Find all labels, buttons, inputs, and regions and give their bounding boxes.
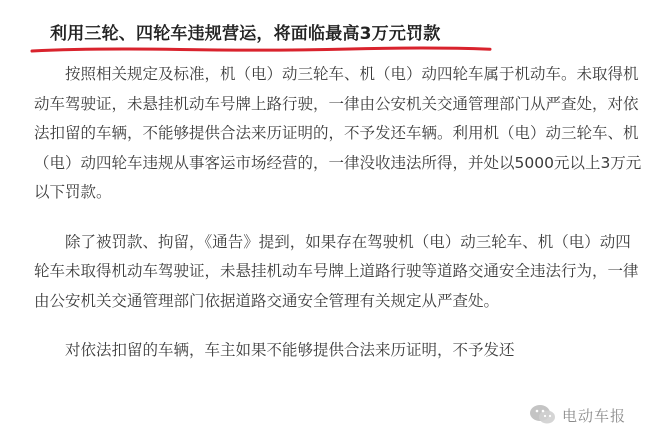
- source-watermark: [528, 396, 648, 434]
- paragraph-1: 按照相关规定及标准，机（电）动三轮车、机（电）动四轮车属于机动车。未取得机动车驾驶证，未悬挂机动车号牌上路行驶，一律由公安机关交通管理部门从严查处，对依法扣留的车辆，不能够提供合法来历证明的，不予发还车辆。利用机（电）动三轮车、机（电）动四轮车违规从事客运市场经营的，一律没收违法所得，并处以5000元以上3万元以下罚款。: [34, 65, 642, 201]
- article-body: [34, 60, 646, 386]
- heading-red-underline: [30, 46, 492, 54]
- article-heading: [30, 10, 492, 56]
- wechat-icon: [528, 400, 558, 430]
- paragraph-2: 除了被罚款、拘留，《通告》提到，如果存在驾驶机（电）动三轮车、机（电）动四轮车未取得机动车驾驶证，未悬挂机动车号牌上道路行驶等道路交通安全违法行为，一律由公安机关交通管理部门依据道路交通安全管理有关规定从严查处。: [34, 232, 639, 310]
- watermark-text: 电动车报: [562, 406, 627, 425]
- heading-title: 利用三轮、四轮车违规营运，将面临最高3万元罚款: [50, 24, 441, 44]
- paragraph-3: 对依法扣留的车辆，车主如果不能够提供合法来历证明，不予发还: [65, 341, 515, 359]
